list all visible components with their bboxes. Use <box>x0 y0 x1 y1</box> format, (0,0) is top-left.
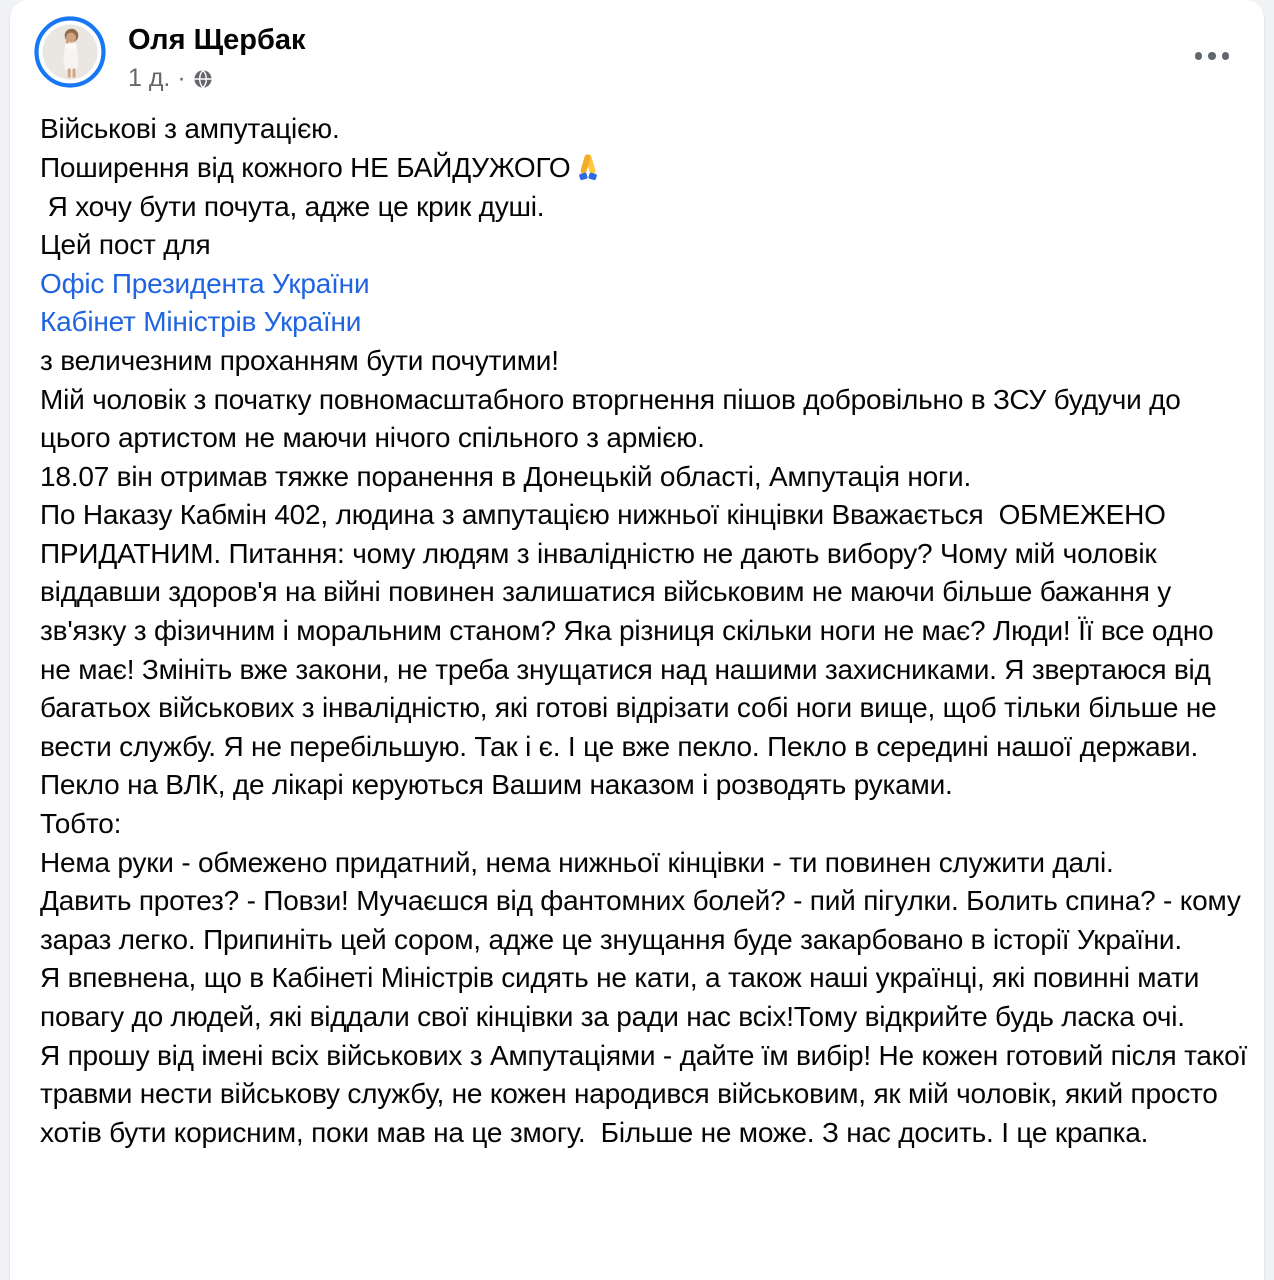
post-text-line: Тобто: <box>40 808 122 840</box>
header-text <box>128 16 306 91</box>
post-text-line: Я прошу від імені всіх військових з Ампутаціями - дайте їм вибір! Не кожен готовий після такої травми нести військову службу, не кожен народився військовим, як мій чоловік, який просто хотів бути корисним, поки мав на це змогу. Більше не може. З нас досить. І це крапка. <box>40 1039 1255 1148</box>
post-text-line: Давить протез? - Повзи! Мучаєшся від фантомних болей? - пий пігулки. Болить спина? - кому зараз легко. Припиніть цей сором, адже це знущання буде закарбовано в історії України. <box>40 885 1249 955</box>
post-card <box>10 0 1264 1280</box>
avatar[interactable] <box>34 16 106 88</box>
post-text-line: Військові з ампутацією. <box>40 113 340 145</box>
ellipsis-icon <box>1195 52 1203 60</box>
globe-icon <box>193 69 213 89</box>
page-mention-link[interactable]: Офіс Президента України <box>40 267 370 299</box>
post-text-line: Мій чоловік з початку повномасштабного вторгнення пішов добровільно в ЗСУ будучи до цього артистом не маючи нічого спільного з армією. <box>40 383 1189 454</box>
post-text-line: Я хочу бути почута, адже це крик душі. <box>40 190 545 222</box>
post-timestamp[interactable]: 1 д. <box>128 64 171 93</box>
post-text-line: з величезним проханням бути почутими! <box>40 344 559 376</box>
post-text-line: Нема руки - обмежено придатний, нема нижньої кінцівки - ти повинен служити далі. <box>40 846 1114 878</box>
post-content <box>10 91 1264 1192</box>
post-text-line: 18.07 він отримав тяжке поранення в Донецькій області, Ампутація ноги. <box>40 460 972 492</box>
post-text-line: Поширення від кожного НЕ БАЙДУЖОГО <box>40 149 1248 188</box>
post-text-line: По Наказу Кабмін 402, людина з ампутацією нижньої кінцівки Вважається ОБМЕЖЕНО ПРИДАТНИМ. Питання: чому людям з інвалідністю не дають вибору? Чому мій чоловік віддавши здоров'я на війні повинен залишатися військовим не маючи більше бажання у зв'язку з фізичним і моральним станом? Яка різниця скільки ноги не має? Люди! Її все одно не має! Змініть вже закони, не треба знущатися над нашими захисниками. Я звертаюся від багатьох військових з інвалідністю, які готові відрізати собі ноги вище, щоб тільки більше не вести службу. Я не перебільшую. Так і є. І це вже пекло. Пекло в середині нашої держави. Пекло на ВЛК, де лікарі керуються Вашим наказом і розводять руками. <box>40 499 1225 801</box>
post-text-line: Цей пост для <box>40 229 211 261</box>
post-meta <box>128 66 306 91</box>
author-name[interactable]: Оля Щербак <box>128 24 306 56</box>
meta-separator: · <box>177 64 186 93</box>
page-mention-link[interactable]: Кабінет Міністрів України <box>40 306 362 338</box>
more-options-button[interactable] <box>1186 36 1238 76</box>
post-text-line: Я впевнена, що в Кабінеті Міністрів сидять не кати, а також наші українці, які повинні мати повагу до людей, які віддали свої кінцівки за ради нас всіх!Тому відкрийте будь ласка очі. <box>40 962 1207 1032</box>
post-header <box>10 0 1264 91</box>
folded-hands-emoji <box>573 152 603 182</box>
